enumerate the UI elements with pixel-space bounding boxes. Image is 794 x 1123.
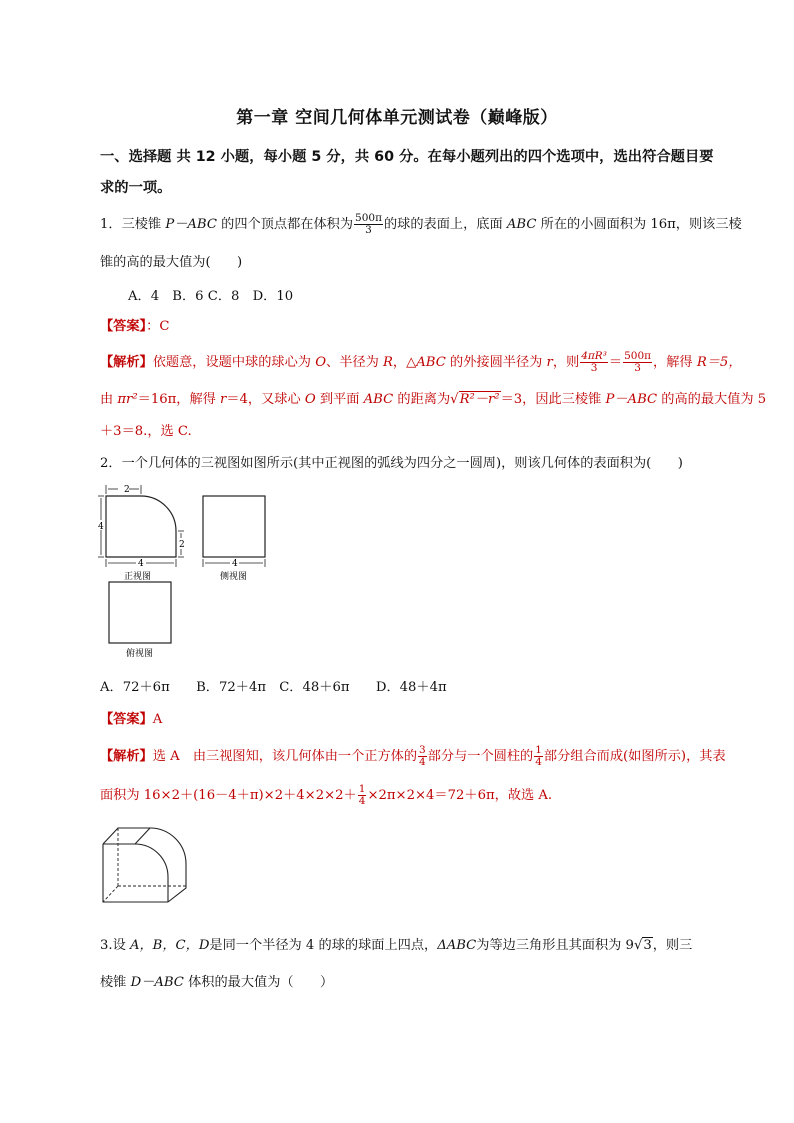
q1-analysis-line3: ＋3＝8.，选 C. <box>100 424 192 439</box>
q3-sqrt-three: 3 <box>643 938 652 953</box>
section-heading: 一、选择题 共 12 小题，每小题 5 分，共 60 分。在每小题列出的四个选项中，选出符合题目要求的一项。 <box>100 149 714 196</box>
dim-left: 4 <box>98 522 104 532</box>
q1-options: A．4 B．6 C．8 D．10 <box>128 289 294 304</box>
q2-analysis-line2: 面积为 16×2＋(16－4＋π)×2＋4×2×2＋ $\frac{1}{4}$ ×2π×2×4＝72＋6π，故选 A. <box>100 783 553 807</box>
side-view <box>203 496 265 557</box>
q2-stem: 2．一个几何体的三视图如图所示(其中正视图的弧线为四分之一圆周)，则该几何体的表面积为( ) <box>100 456 683 471</box>
q1-analysis-line1: 【解析】依题意，设题中球的球心为 O、半径为 R，△ABC 的外接圆半径为 r，则 $\frac{\text{4πR³}}{3}$ ＝ $\frac{500\pi}{3}$ ，解得 R＝5， <box>100 350 742 374</box>
solid-figure <box>98 818 208 908</box>
q2-analysis-line1: 【解析】选 A 由三视图知，该几何体由一个正方体的 $\frac{3}{4}$ 部分与一个圆柱的 $\frac{1}{4}$ 部分组合而成(如图所示)，其表 <box>100 744 726 768</box>
q3-stem-line1: 3.设 A，B，C，D是同一个半径为 4 的球的球面上四点，ΔABC为等边三角形且其面积为 9√3，则三 <box>100 938 693 953</box>
q1-volume-fraction-2: $\frac{500\pi}{3}$ <box>624 350 652 374</box>
q1-analysis-line2: 由 πr²＝16π，解得 r＝4，又球心 O 到平面 ABC 的距离为√R²－r²＝3，因此三棱锥 P－ABC 的高的最大值为 5 <box>100 392 767 407</box>
front-view-label: 正视图 <box>124 572 152 582</box>
q1-sqrt-expression: R²－r² <box>459 392 500 407</box>
q2-answer: 【答案】A <box>100 712 163 727</box>
q1-stem-line2: 锥的高的最大值为( ) <box>100 255 243 270</box>
top-view-label: 俯视图 <box>126 649 154 659</box>
q1-answer: 【答案】：C <box>100 319 170 334</box>
side-view-label: 侧视图 <box>220 572 248 582</box>
dim-right: 2 <box>179 540 185 550</box>
q1-stem-line1: 1．三棱锥 P－ABC 的四个顶点都在体积为 $\frac{500\pi}{3}$ 的球的表面上，底面 ABC 所在的小圆面积为 16π，则该三棱 <box>100 212 742 236</box>
top-view <box>109 582 171 643</box>
q3-stem-line2: 棱锥 D－ABC 体积的最大值为（ ） <box>100 975 334 990</box>
q2-options: A．72＋6π B．72＋4π C．48＋6π D．48＋4π <box>100 680 447 695</box>
front-view <box>106 496 176 557</box>
q1-sphere-volume-fraction: $\frac{\text{4πR³}}{3}$ <box>581 350 607 374</box>
page-title: 第一章 空间几何体单元测试卷（巅峰版） <box>236 108 558 128</box>
dim-top: 2 <box>124 485 130 495</box>
dim-bottom: 4 <box>138 559 144 569</box>
q1-volume-fraction: $\frac{500\pi}{3}$ <box>355 212 382 236</box>
three-view-figure <box>96 482 276 662</box>
dim-side-bottom: 4 <box>232 559 238 569</box>
